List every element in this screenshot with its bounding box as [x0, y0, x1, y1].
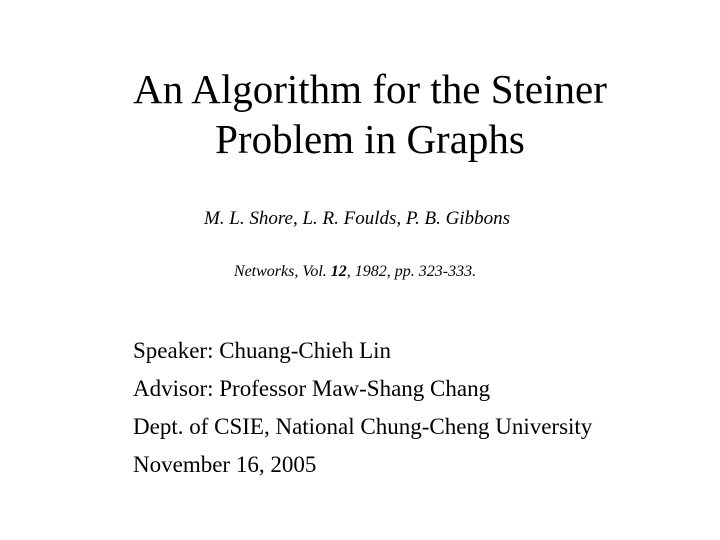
speaker-line: Speaker: Chuang-Chieh Lin: [133, 338, 392, 363]
slide-title: [0, 64, 720, 164]
citation: [0, 260, 710, 284]
title-line-1: An Algorithm for the Steiner: [133, 66, 607, 112]
authors: M. L. Shore, L. R. Foulds, P. B. Gibbons: [203, 208, 511, 229]
presentation-info: [133, 332, 713, 484]
date-line: November 16, 2005: [133, 452, 317, 477]
title-line-2: Problem in Graphs: [215, 116, 525, 162]
advisor-line: Advisor: Professor Maw-Shang Chang: [133, 376, 491, 401]
citation-journal: Networks, Vol.: [233, 263, 331, 280]
department-line: Dept. of CSIE, National Chung-Cheng University: [133, 414, 593, 439]
citation-volume: 12: [330, 263, 347, 280]
citation-details: , 1982, pp. 323-333.: [346, 263, 477, 280]
